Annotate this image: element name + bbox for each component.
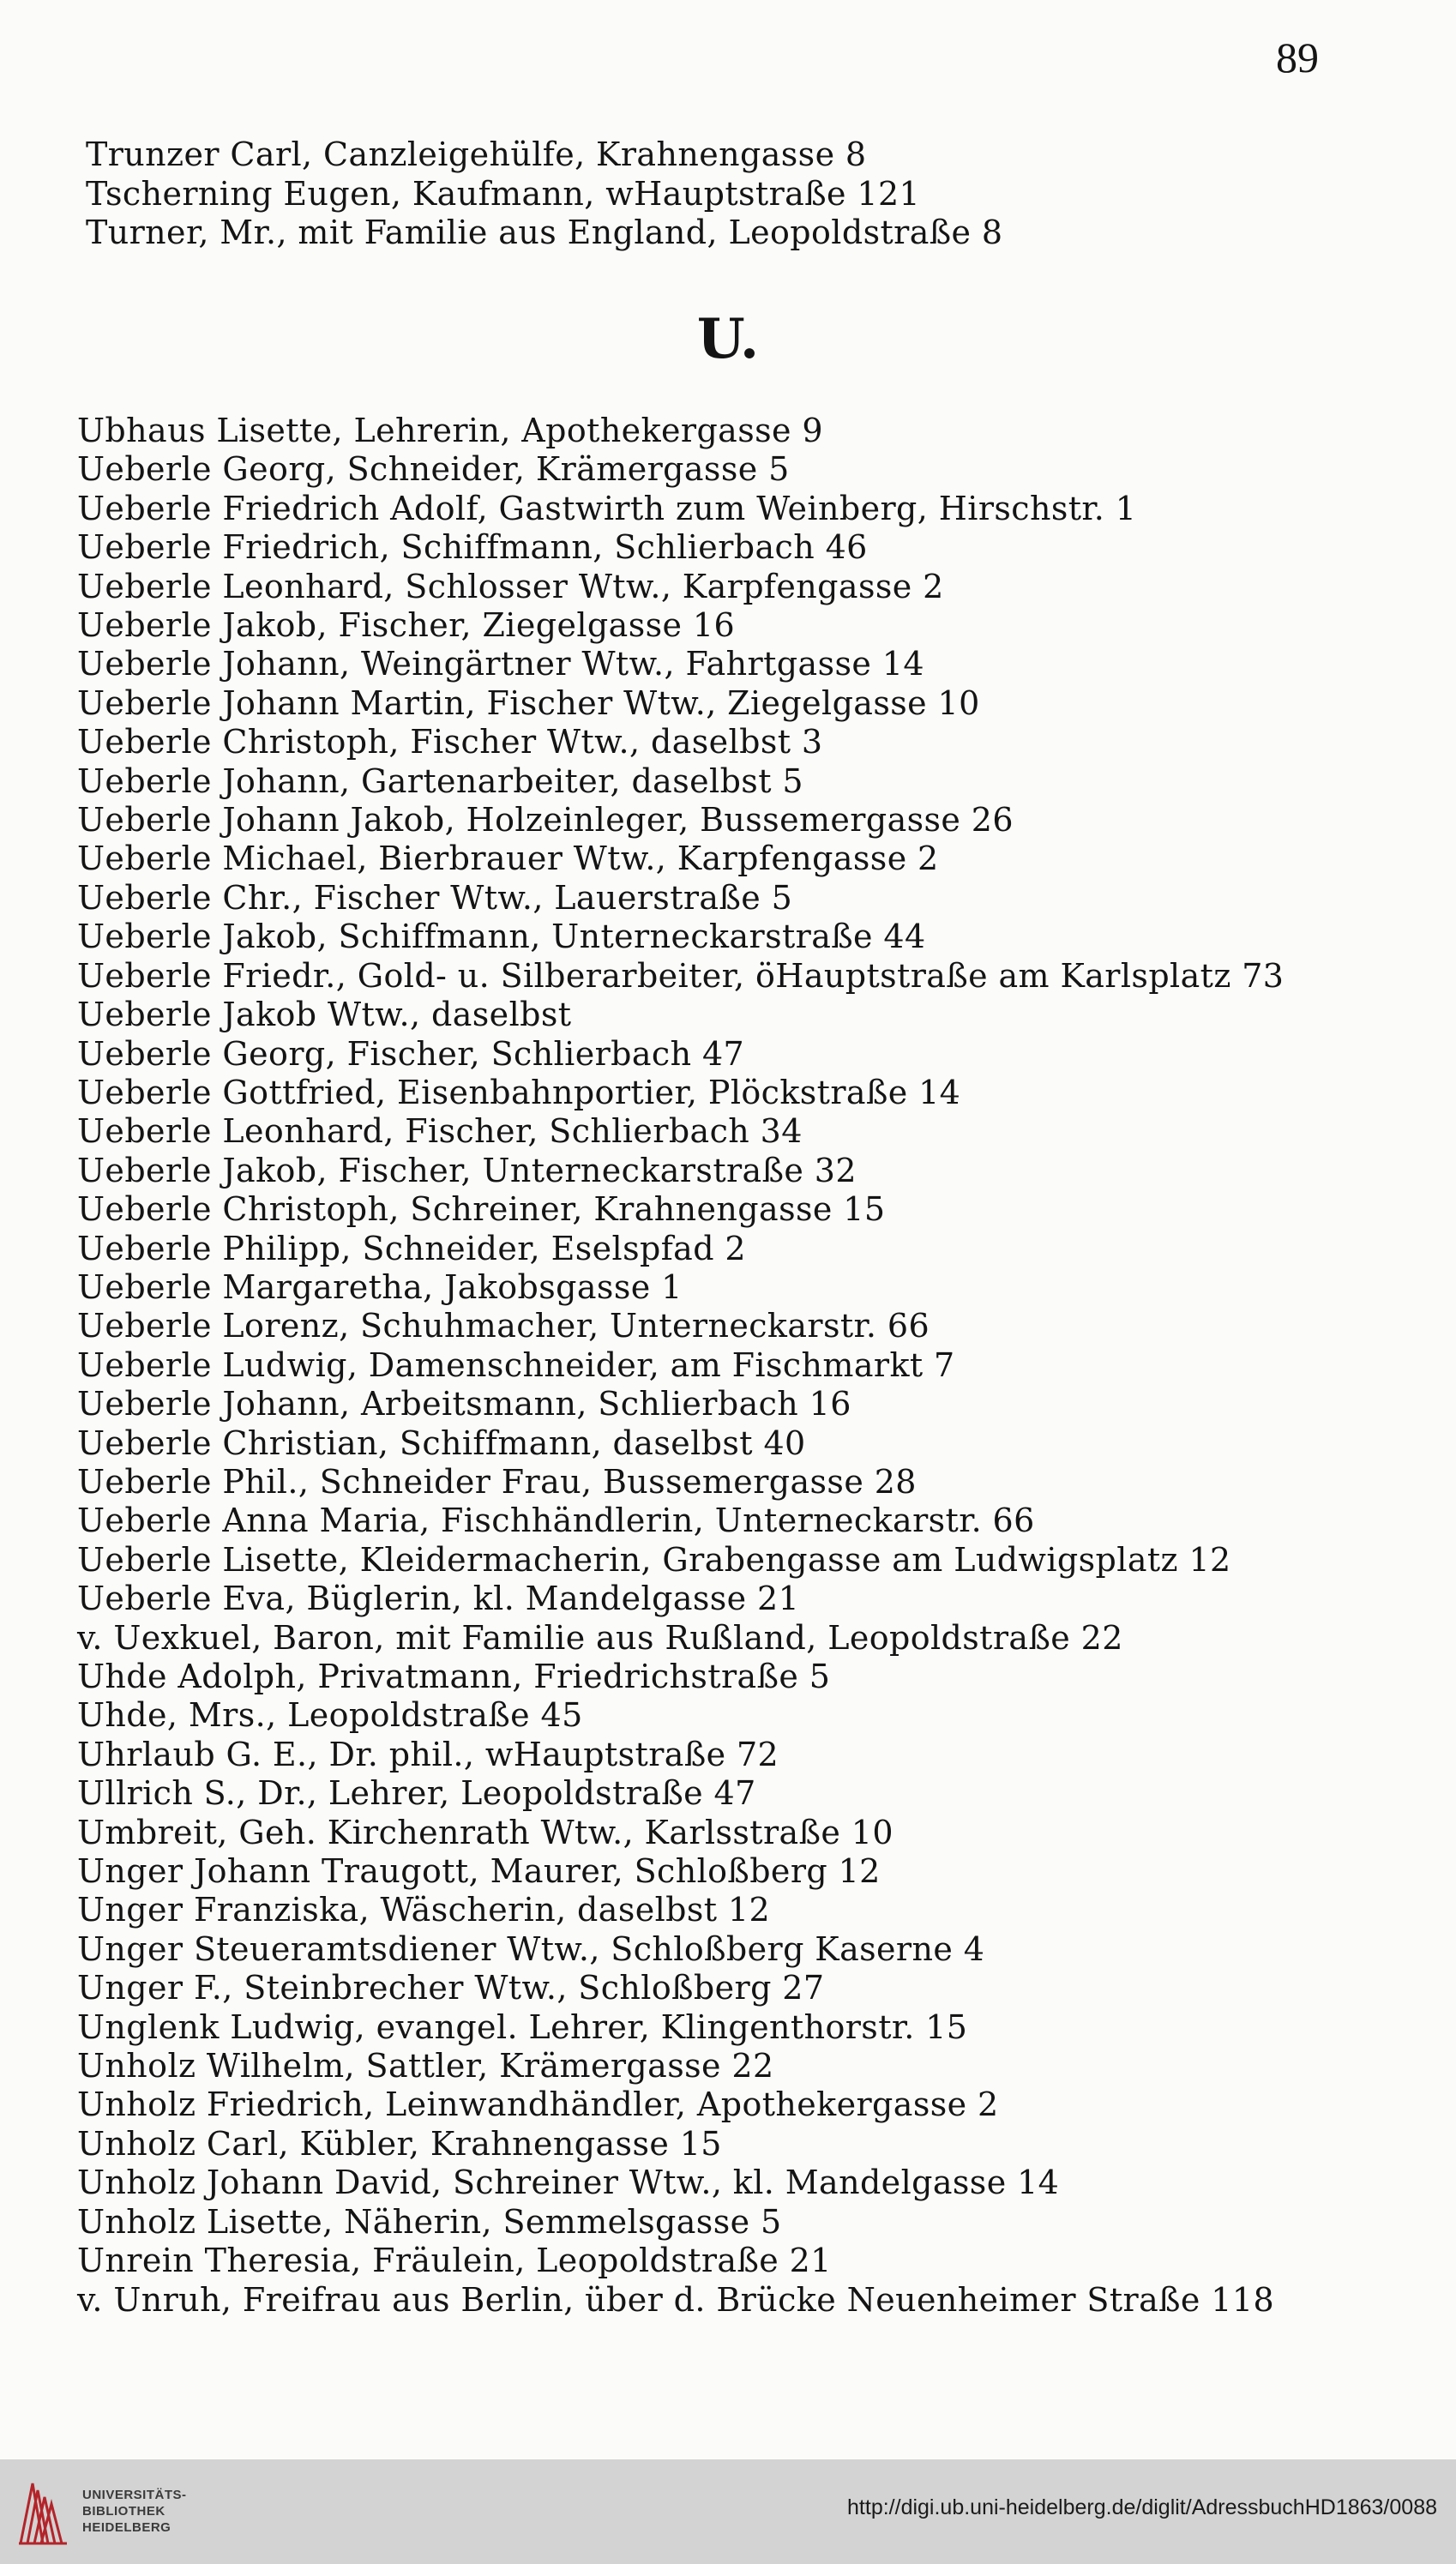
directory-entry: Ueberle Georg, Fischer, Schlierbach 47 — [77, 1034, 745, 1073]
directory-entry: Ueberle Christian, Schiffmann, daselbst 40 — [77, 1423, 806, 1462]
directory-entry: Ueberle Johann, Weingärtner Wtw., Fahrtgasse 14 — [77, 645, 924, 683]
directory-entry: Unger Johann Traugott, Maurer, Schloßberg 12 — [77, 1852, 881, 1891]
directory-entry: Uhrlaub G. E., Dr. phil., wHauptstraße 72 — [77, 1735, 779, 1773]
directory-entry: Turner, Mr., mit Familie aus England, Leopoldstraße 8 — [86, 214, 1003, 251]
directory-entry: Unholz Lisette, Näherin, Semmelsgasse 5 — [77, 2202, 782, 2241]
directory-entry: Unger F., Steinbrecher Wtw., Schloßberg 27 — [77, 1969, 825, 2007]
source-url-link[interactable]: http://digi.ub.uni-heidelberg.de/diglit/AdressbuchHD1863/0088 — [847, 2495, 1437, 2519]
directory-entry: Ueberle Lorenz, Schuhmacher, Unterneckarstr. 66 — [77, 1307, 930, 1345]
directory-entry: Unger Steueramtsdiener Wtw., Schloßberg Kaserne 4 — [77, 1929, 985, 1968]
footer-bar — [0, 2459, 1456, 2564]
directory-entry: Ueberle Johann, Arbeitsmann, Schlierbach 16 — [77, 1385, 851, 1423]
top-entries — [86, 135, 1372, 253]
directory-entry: Ueberle Christoph, Schreiner, Krahnengasse 15 — [77, 1190, 886, 1229]
directory-entry: Ueberle Jakob Wtw., daselbst — [77, 996, 572, 1034]
university-library-logo-icon — [15, 2477, 70, 2549]
directory-entry: Ueberle Christoph, Fischer Wtw., daselbst 3 — [77, 723, 823, 761]
directory-entry: Ueberle Georg, Schneider, Krämergasse 5 — [77, 450, 790, 489]
directory-entry: Ueberle Friedrich, Schiffmann, Schlierbach 46 — [77, 528, 868, 567]
logo-line: BIBLIOTHEK — [82, 2504, 165, 2519]
directory-entry: Ueberle Phil., Schneider Frau, Bussemergasse 28 — [77, 1462, 917, 1501]
directory-entry: Trunzer Carl, Canzleigehülfe, Krahnengasse 8 — [86, 135, 867, 173]
directory-entry: Ueberle Margaretha, Jakobsgasse 1 — [77, 1267, 683, 1306]
directory-entry: Uhde Adolph, Privatmann, Friedrichstraße 5 — [77, 1658, 831, 1695]
directory-entry: Unglenk Ludwig, evangel. Lehrer, Klingenthorstr. 15 — [77, 2007, 968, 2046]
directory-entry: Ueberle Lisette, Kleidermacherin, Grabengasse am Ludwigsplatz 12 — [77, 1540, 1231, 1579]
directory-entry: Unholz Friedrich, Leinwandhändler, Apothekergasse 2 — [77, 2086, 999, 2124]
directory-entry: Ueberle Johann Martin, Fischer Wtw., Ziegelgasse 10 — [77, 683, 980, 722]
directory-entry: Unrein Theresia, Fräulein, Leopoldstraße 21 — [77, 2242, 832, 2280]
directory-entry: Ueberle Leonhard, Schlosser Wtw., Karpfengasse 2 — [77, 567, 944, 605]
directory-entry: Tscherning Eugen, Kaufmann, wHauptstraße 121 — [86, 174, 921, 213]
directory-entry: Ueberle Ludwig, Damenschneider, am Fischmarkt 7 — [77, 1345, 955, 1384]
directory-entry: Ubhaus Lisette, Lehrerin, Apothekergasse 9 — [77, 412, 823, 449]
directory-entry: Ueberle Leonhard, Fischer, Schlierbach 34 — [77, 1112, 803, 1151]
directory-entry: Ueberle Gottfried, Eisenbahnportier, Plöckstraße 14 — [77, 1073, 961, 1111]
directory-entry: Ullrich S., Dr., Lehrer, Leopoldstraße 47 — [77, 1774, 756, 1813]
directory-entry: Ueberle Chr., Fischer Wtw., Lauerstraße 5 — [77, 878, 793, 917]
directory-entry: Ueberle Jakob, Fischer, Unterneckarstraße 32 — [77, 1151, 857, 1189]
directory-entry: Unholz Wilhelm, Sattler, Krämergasse 22 — [77, 2047, 774, 2086]
directory-entry: Ueberle Jakob, Fischer, Ziegelgasse 16 — [77, 606, 736, 645]
directory-entry: Ueberle Friedr., Gold- u. Silberarbeiter, öHauptstraße am Karlsplatz 73 — [77, 956, 1285, 995]
directory-entry: Umbreit, Geh. Kirchenrath Wtw., Karlsstraße 10 — [77, 1813, 893, 1851]
logo-line: UNIVERSITÄTS- — [82, 2488, 187, 2502]
directory-entry: Ueberle Jakob, Schiffmann, Unterneckarstraße 44 — [77, 918, 926, 956]
directory-entry: Unholz Johann David, Schreiner Wtw., kl. Mandelgasse 14 — [77, 2164, 1060, 2202]
library-logo-text — [82, 2487, 187, 2536]
directory-entry: Ueberle Eva, Büglerin, kl. Mandelgasse 21 — [77, 1580, 800, 1618]
directory-entry: Unger Franziska, Wäscherin, daselbst 12 — [77, 1891, 771, 1929]
directory-entry: Ueberle Anna Maria, Fischhändlerin, Unterneckarstr. 66 — [77, 1502, 1035, 1540]
directory-entry: Ueberle Johann Jakob, Holzeinleger, Bussemergasse 26 — [77, 801, 1014, 840]
directory-entry: Uhde, Mrs., Leopoldstraße 45 — [77, 1696, 583, 1735]
directory-entry: v. Unruh, Freifrau aus Berlin, über d. Brücke Neuenheimer Straße 118 — [77, 2280, 1275, 2319]
directory-entry: Ueberle Philipp, Schneider, Eselspfad 2 — [77, 1229, 746, 1267]
directory-entry: v. Uexkuel, Baron, mit Familie aus Rußland, Leopoldstraße 22 — [77, 1618, 1123, 1657]
directory-entry: Ueberle Michael, Bierbrauer Wtw., Karpfengasse 2 — [77, 840, 939, 878]
logo-line: HEIDELBERG — [82, 2520, 171, 2535]
directory-entry: Ueberle Friedrich Adolf, Gastwirth zum Weinberg, Hirschstr. 1 — [77, 489, 1137, 527]
entry-list — [77, 412, 1398, 2320]
page-number: 89 — [1276, 33, 1319, 81]
section-heading: U. — [696, 307, 760, 371]
directory-entry: Unholz Carl, Kübler, Krahnengasse 15 — [77, 2124, 722, 2163]
directory-entry: Ueberle Johann, Gartenarbeiter, daselbst 5 — [77, 761, 803, 800]
